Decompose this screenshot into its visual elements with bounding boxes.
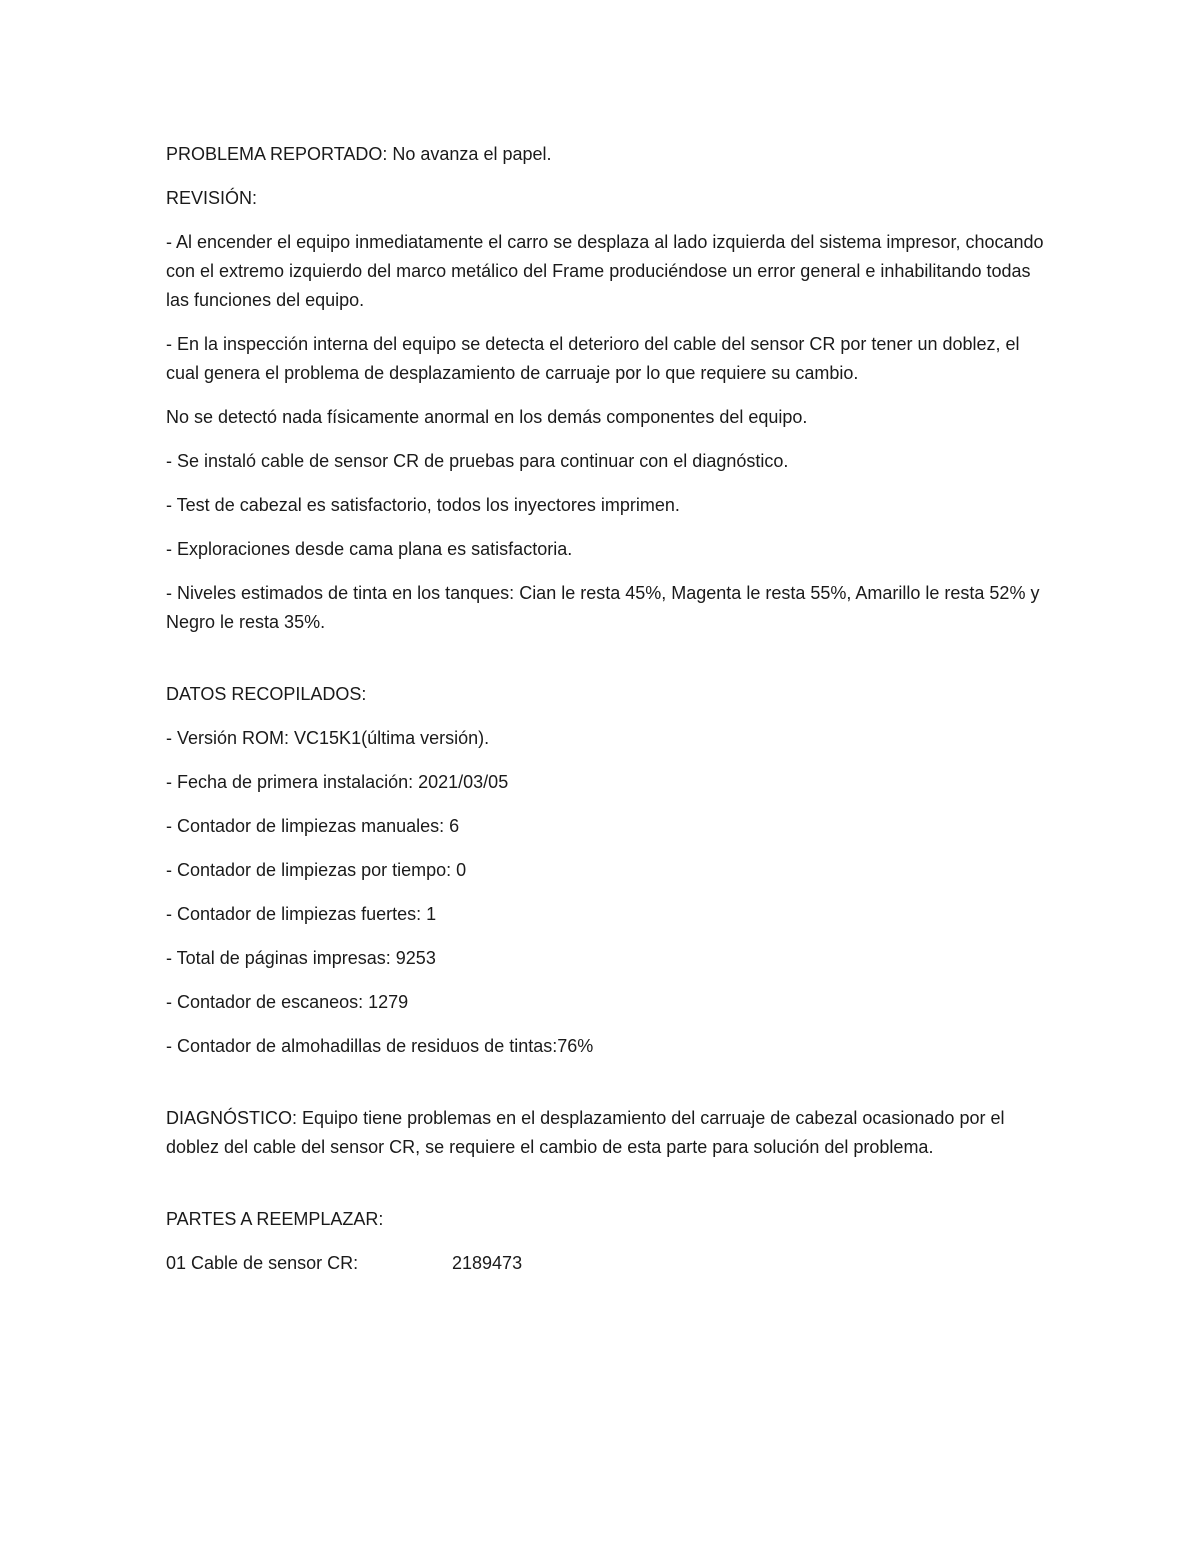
revision-item: - Se instaló cable de sensor CR de pruebas para continuar con el diagnóstico. <box>166 451 789 471</box>
section-spacer <box>166 652 1046 680</box>
revision-item: No se detectó nada físicamente anormal en los demás componentes del equipo. <box>166 407 808 427</box>
part-label: 01 Cable de sensor CR: <box>166 1253 359 1273</box>
datos-heading: DATOS RECOPILADOS: <box>166 684 367 704</box>
parts-row <box>166 1249 1046 1278</box>
part-code: 2189473 <box>452 1253 523 1273</box>
datos-item: - Contador de limpiezas fuertes: 1 <box>166 904 437 924</box>
parts-heading: PARTES A REEMPLAZAR: <box>166 1209 384 1229</box>
section-spacer <box>166 1076 1046 1104</box>
datos-item: - Contador de almohadillas de residuos de tintas:76% <box>166 1036 594 1056</box>
datos-item: - Total de páginas impresas: 9253 <box>166 948 436 968</box>
datos-item: - Contador de escaneos: 1279 <box>166 992 409 1012</box>
diagnosis-text: Equipo tiene problemas en el desplazamiento del carruaje de cabezal ocasionado por el doblez del cable del sensor CR, se requiere el cambio de esta parte para solución del problema. <box>166 1108 1005 1157</box>
diagnosis-label: DIAGNÓSTICO: <box>166 1108 298 1128</box>
report-body <box>166 140 1046 1293</box>
datos-item: - Contador de limpiezas manuales: 6 <box>166 816 460 836</box>
revision-item: - Al encender el equipo inmediatamente el carro se desplaza al lado izquierda del sistema impresor, chocando con el extremo izquierdo del marco metálico del Frame produciéndose un error general e inhabilitando todas las funciones del equipo. <box>166 232 1044 310</box>
datos-item: - Versión ROM: VC15K1(última versión). <box>166 728 490 748</box>
section-spacer <box>166 1177 1046 1205</box>
problem-reported <box>166 140 1046 169</box>
revision-item: - Niveles estimados de tinta en los tanques: Cian le resta 45%, Magenta le resta 55%, Amarillo le resta 52% y Negro le resta 35%. <box>166 583 1040 632</box>
revision-item: - Exploraciones desde cama plana es satisfactoria. <box>166 539 573 559</box>
problem-text: No avanza el papel. <box>387 144 552 164</box>
datos-item: - Contador de limpiezas por tiempo: 0 <box>166 860 467 880</box>
problem-label: PROBLEMA REPORTADO: <box>166 144 388 164</box>
revision-heading: REVISIÓN: <box>166 188 258 208</box>
revision-item: - Test de cabezal es satisfactorio, todos los inyectores imprimen. <box>166 495 680 515</box>
datos-item: - Fecha de primera instalación: 2021/03/05 <box>166 772 509 792</box>
diagnosis <box>166 1104 1046 1162</box>
revision-item: - En la inspección interna del equipo se detecta el deterioro del cable del sensor CR por tener un doblez, el cual genera el problema de desplazamiento de carruaje por lo que requiere su cambio. <box>166 334 1020 383</box>
